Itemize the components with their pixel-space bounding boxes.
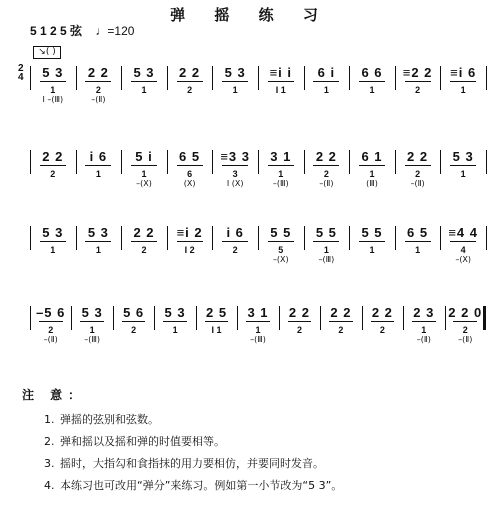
tempo-mark: ♩=120 xyxy=(95,24,135,38)
measure xyxy=(350,66,394,122)
eighth-underline xyxy=(85,241,111,242)
time-signature-bottom: 4 xyxy=(18,72,24,83)
bar-line xyxy=(486,150,487,174)
string-mark: I (Ⅹ) xyxy=(226,179,244,188)
eighth-underline xyxy=(450,165,476,166)
measure xyxy=(31,150,75,206)
string-mark: –(Ⅲ) xyxy=(272,179,289,188)
measure xyxy=(305,66,349,122)
measure-notes: 5 3 xyxy=(81,305,103,320)
bar-line xyxy=(486,226,487,250)
measure xyxy=(396,226,440,282)
fingering-mark: 1 xyxy=(50,85,56,95)
eighth-underline xyxy=(313,165,339,166)
fingering-mark: 1 xyxy=(369,169,375,179)
fingering-mark: 1 xyxy=(141,85,147,95)
fingering-mark: 1 xyxy=(89,325,95,335)
string-mark: –(Ⅹ) xyxy=(136,179,152,188)
measure-notes: 5 3 xyxy=(164,305,186,320)
string-mark: (Ⅹ) xyxy=(183,179,196,188)
fingering-mark: 1 xyxy=(323,245,329,255)
eighth-underline xyxy=(359,165,385,166)
eighth-underline xyxy=(177,241,203,242)
playing-mode-box: ↘( ) xyxy=(33,46,61,59)
measure-notes: 2 5 xyxy=(206,305,228,320)
string-mark: –(Ⅱ) xyxy=(416,335,431,344)
measure xyxy=(238,306,277,362)
string-mark: –(Ⅱ) xyxy=(410,179,425,188)
measure-notes: 6 5 xyxy=(407,225,429,240)
fingering-mark: 1 xyxy=(278,169,284,179)
eighth-underline xyxy=(450,241,476,242)
fingering-mark: 1 xyxy=(323,85,329,95)
eighth-underline xyxy=(268,81,294,82)
measure-notes: 2 2 xyxy=(315,149,337,164)
measure xyxy=(31,66,75,122)
measure-notes: 5 5 xyxy=(361,225,383,240)
note-number: 2. xyxy=(44,435,55,448)
measure-notes: 5 3 xyxy=(42,65,64,80)
measure-notes: 2 2 xyxy=(133,225,155,240)
measure-notes: 2 2 xyxy=(42,149,64,164)
fingering-mark: 1 xyxy=(255,325,261,335)
measure xyxy=(321,306,360,362)
eighth-underline xyxy=(222,241,248,242)
string-mark: –(Ⅲ) xyxy=(84,335,101,344)
eighth-underline xyxy=(122,321,146,322)
fingering-mark: 2 xyxy=(462,325,468,335)
score-row xyxy=(0,226,500,282)
measure-notes: 6 i xyxy=(317,65,336,80)
measure-notes: ≡4 4 xyxy=(448,225,479,240)
measure xyxy=(404,306,443,362)
eighth-underline xyxy=(39,321,63,322)
fingering-mark: I 1 xyxy=(275,85,286,95)
tuning-header xyxy=(30,22,134,39)
measure-notes: 5 3 xyxy=(42,225,64,240)
fingering-mark: 1 xyxy=(95,245,101,255)
measure-notes: 5 3 xyxy=(133,65,155,80)
string-mark: –(Ⅱ) xyxy=(91,95,106,104)
string-mark: I –(Ⅲ) xyxy=(42,95,64,104)
string-mark: –(Ⅲ) xyxy=(318,255,335,264)
eighth-underline xyxy=(371,321,395,322)
measure xyxy=(122,226,166,282)
measure-notes: 5 3 xyxy=(452,149,474,164)
time-signature-top: 2 xyxy=(18,63,24,74)
fingering-mark: 2 xyxy=(131,325,137,335)
fingering-mark: 2 xyxy=(338,325,344,335)
measure xyxy=(77,66,121,122)
eighth-underline xyxy=(85,165,111,166)
measure-notes: 5 5 xyxy=(270,225,292,240)
measure xyxy=(441,226,485,282)
eighth-underline xyxy=(205,321,229,322)
note-number: 1. xyxy=(44,413,55,426)
fingering-mark: 1 xyxy=(460,85,466,95)
fingering-mark: 2 xyxy=(95,85,101,95)
eighth-underline xyxy=(131,165,157,166)
string-mark: –(Ⅱ) xyxy=(43,335,58,344)
score-row xyxy=(0,150,500,206)
eighth-underline xyxy=(85,81,111,82)
measure-notes: 2 2 xyxy=(371,305,393,320)
fingering-mark: 6 xyxy=(187,169,193,179)
measure xyxy=(72,306,111,362)
note-item-3 xyxy=(22,453,482,475)
eighth-underline xyxy=(450,81,476,82)
score-row xyxy=(0,63,500,122)
fingering-mark: 2 xyxy=(379,325,385,335)
fingering-mark: 1 xyxy=(415,245,421,255)
measure-notes: ≡i i xyxy=(269,65,292,80)
measure xyxy=(259,150,303,206)
measure-notes: 3 1 xyxy=(247,305,269,320)
bar-line xyxy=(486,66,487,90)
fingering-mark: 2 xyxy=(232,245,238,255)
eighth-underline xyxy=(40,241,66,242)
measure-notes: 2 2 xyxy=(288,305,310,320)
string-mark: –(Ⅱ) xyxy=(458,335,473,344)
note-number: 3. xyxy=(44,457,55,470)
measure-notes: 2 2 xyxy=(87,65,109,80)
fingering-mark: 1 xyxy=(95,169,101,179)
eighth-underline xyxy=(359,241,385,242)
eighth-underline xyxy=(313,241,339,242)
measure-notes: ≡i 2 xyxy=(176,225,203,240)
measure-notes: –5 6 xyxy=(36,305,66,320)
measure xyxy=(77,150,121,206)
note-item-2 xyxy=(22,431,482,453)
fingering-mark: 4 xyxy=(460,245,466,255)
eighth-underline xyxy=(177,81,203,82)
measure xyxy=(168,66,212,122)
measure xyxy=(259,66,303,122)
eighth-underline xyxy=(131,81,157,82)
measure xyxy=(213,226,257,282)
measure-notes: 5 6 xyxy=(123,305,145,320)
note-item-1 xyxy=(22,409,482,431)
measure xyxy=(441,150,485,206)
fingering-mark: 2 xyxy=(187,85,193,95)
page-title: 弹 摇 练 习 xyxy=(170,6,330,24)
measure-notes: 5 3 xyxy=(224,65,246,80)
measure-notes: 3 1 xyxy=(270,149,292,164)
measure xyxy=(446,306,485,362)
measure-notes: 5 5 xyxy=(315,225,337,240)
measure-notes: ≡3 3 xyxy=(220,149,251,164)
measure-notes: 2 2 0 xyxy=(448,305,483,320)
eighth-underline xyxy=(359,81,385,82)
measure-notes: i 6 xyxy=(89,149,108,164)
measure xyxy=(122,66,166,122)
note-text: 弹摇的弦别和弦数。 xyxy=(60,413,159,426)
measure xyxy=(350,150,394,206)
string-mark: –(Ⅹ) xyxy=(272,255,289,264)
measure xyxy=(396,66,440,122)
eighth-underline xyxy=(268,165,294,166)
fingering-mark: 1 xyxy=(50,245,56,255)
notes-heading: 注 意： xyxy=(22,388,87,402)
measure-notes: 5 3 xyxy=(87,225,109,240)
score-row xyxy=(0,306,500,362)
eighth-underline xyxy=(222,165,248,166)
measure-notes: 2 3 xyxy=(413,305,435,320)
eighth-underline xyxy=(405,165,431,166)
eighth-underline xyxy=(131,241,157,242)
fingering-mark: 2 xyxy=(48,325,54,335)
eighth-underline xyxy=(453,321,477,322)
fingering-mark: 2 xyxy=(296,325,302,335)
fingering-mark: 2 xyxy=(415,169,421,179)
fingering-mark: I 2 xyxy=(184,245,195,255)
eighth-underline xyxy=(40,165,66,166)
fingering-mark: 1 xyxy=(421,325,427,335)
fingering-mark: 1 xyxy=(460,169,466,179)
eighth-underline xyxy=(177,165,203,166)
string-mark: –(Ⅲ) xyxy=(250,335,266,344)
measure xyxy=(31,306,70,362)
note-text: 本练习也可改用“弹分”来练习。例如第一小节改为“5 3”。 xyxy=(60,479,343,492)
measure xyxy=(350,226,394,282)
measure xyxy=(155,306,194,362)
measure-notes: 2 2 xyxy=(330,305,352,320)
eighth-underline xyxy=(405,241,431,242)
note-number: 4. xyxy=(44,479,55,492)
fingering-mark: 3 xyxy=(232,169,238,179)
measure xyxy=(396,150,440,206)
fingering-mark: 1 xyxy=(141,169,147,179)
measure xyxy=(213,66,257,122)
measure xyxy=(122,150,166,206)
measure xyxy=(259,226,303,282)
note-text: 弹和摇以及摇和弹的时值要相等。 xyxy=(60,435,225,448)
fingering-mark: 1 xyxy=(172,325,178,335)
eighth-underline xyxy=(329,321,353,322)
measure xyxy=(280,306,319,362)
measure xyxy=(168,226,212,282)
measure-notes: 2 2 xyxy=(179,65,201,80)
measure-notes: 5 i xyxy=(135,149,153,164)
fingering-mark: 2 xyxy=(323,169,329,179)
measure xyxy=(114,306,153,362)
measure-notes: ≡2 2 xyxy=(402,65,433,80)
measure-notes: ≡i 6 xyxy=(450,65,477,80)
measure-notes: 6 1 xyxy=(361,149,383,164)
note-item-4 xyxy=(22,475,482,497)
eighth-underline xyxy=(288,321,312,322)
string-mark: (Ⅲ) xyxy=(366,179,378,188)
fingering-mark: 1 xyxy=(369,85,375,95)
string-mark: –(Ⅹ) xyxy=(455,255,472,264)
fingering-mark: 2 xyxy=(141,245,147,255)
measure xyxy=(168,150,212,206)
measure-notes: i 6 xyxy=(226,225,244,240)
measure xyxy=(363,306,402,362)
fingering-mark: 1 xyxy=(232,85,238,95)
eighth-underline xyxy=(40,81,66,82)
eighth-underline xyxy=(313,81,339,82)
measure-notes: 2 2 xyxy=(407,149,429,164)
fingering-mark: 5 xyxy=(278,245,284,255)
fingering-mark: I 1 xyxy=(211,325,222,335)
measure xyxy=(31,226,75,282)
measure xyxy=(77,226,121,282)
measure xyxy=(441,66,485,122)
eighth-underline xyxy=(80,321,104,322)
eighth-underline xyxy=(222,81,248,82)
measure xyxy=(305,226,349,282)
eighth-underline xyxy=(246,321,270,322)
tuning-label: 5 1 2 5 弦 xyxy=(30,24,83,38)
eighth-underline xyxy=(412,321,436,322)
fingering-mark: 1 xyxy=(369,245,375,255)
string-mark: –(Ⅱ) xyxy=(319,179,334,188)
bar-line xyxy=(483,306,486,330)
notes-section xyxy=(22,386,482,497)
measure-notes: 6 5 xyxy=(179,149,201,164)
measure xyxy=(197,306,236,362)
measure xyxy=(305,150,349,206)
fingering-mark: 2 xyxy=(415,85,421,95)
eighth-underline xyxy=(405,81,431,82)
measure xyxy=(213,150,257,206)
eighth-underline xyxy=(268,241,294,242)
fingering-mark: 2 xyxy=(50,169,56,179)
eighth-underline xyxy=(163,321,187,322)
measure-notes: 6 6 xyxy=(361,65,383,80)
note-text: 摇时，大指勾和食指抹的用力要相仿，并要同时发音。 xyxy=(60,457,324,470)
